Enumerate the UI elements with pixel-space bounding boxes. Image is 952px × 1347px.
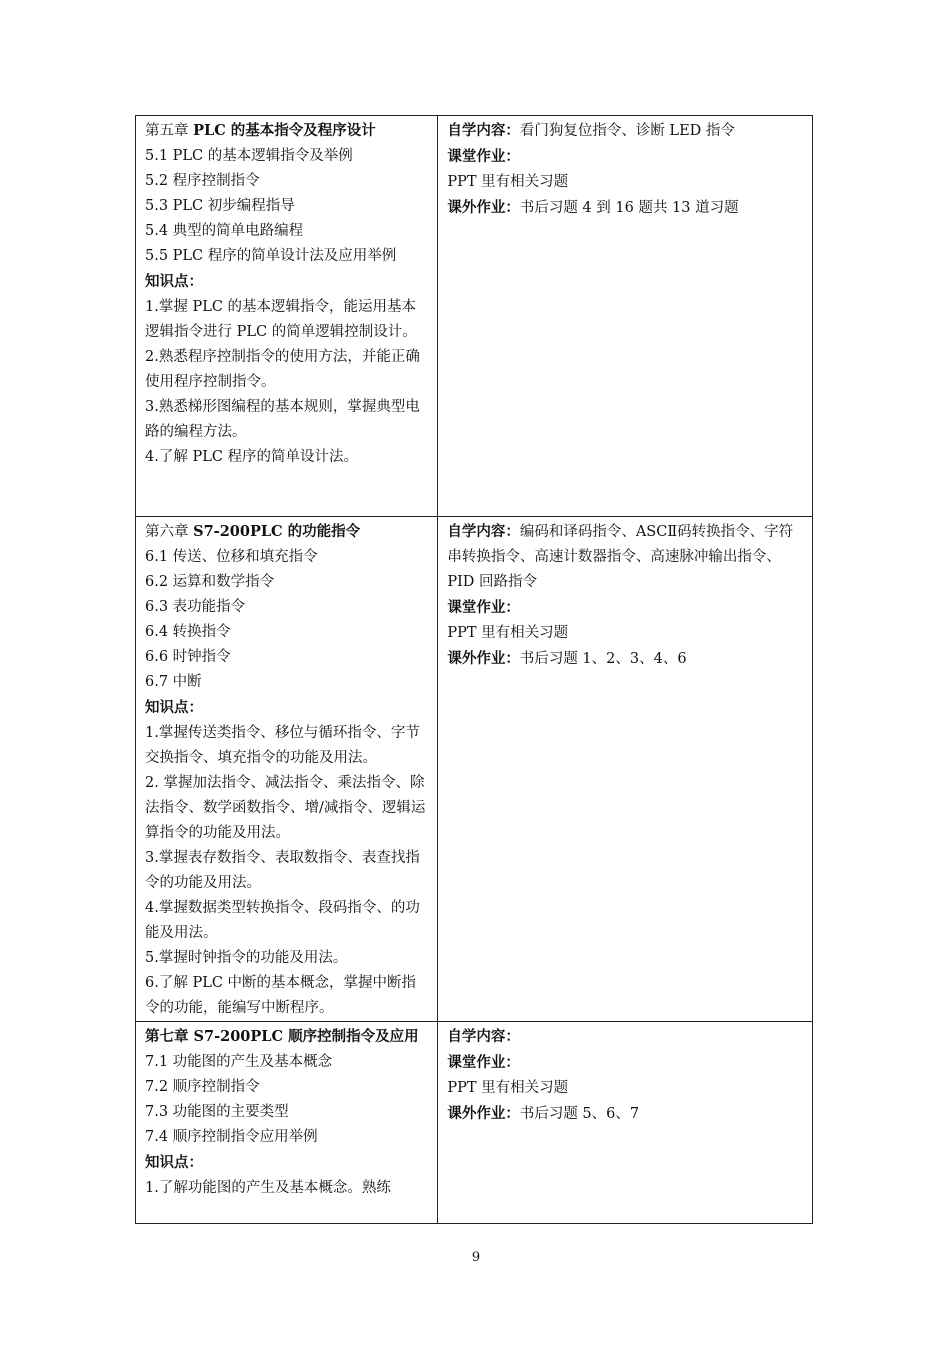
- chapter-content-cell: [136, 116, 438, 517]
- page-number: 9: [471, 1250, 481, 1265]
- table-row-chapter-6: [136, 517, 813, 1022]
- section-item: 7.2 顺序控制指令: [145, 1079, 260, 1095]
- knowledge-point: 1.掌握传送类指令、移位与循环指令、字节交换指令、填充指令的功能及用法。: [145, 725, 420, 766]
- section-item: 5.4 典型的简单电路编程: [145, 223, 304, 239]
- assignment-cell: [438, 517, 813, 1022]
- section-item: 5.2 程序控制指令: [145, 173, 260, 189]
- assignment-cell: [438, 116, 813, 517]
- chapter-heading: 第七章 S7-200PLC 顺序控制指令及应用: [145, 1028, 419, 1045]
- chapter-content-cell: [136, 1022, 438, 1224]
- section-item: 6.2 运算和数学指令: [145, 574, 275, 590]
- classwork-text: PPT 里有相关习题: [447, 1080, 569, 1096]
- section-item: 6.7 中断: [145, 674, 202, 690]
- classwork-label: 课堂作业：: [447, 599, 520, 616]
- section-item: 5.1 PLC 的基本逻辑指令及举例: [145, 148, 353, 164]
- knowledge-point: 3.熟悉梯形图编程的基本规则，掌握典型电路的编程方法。: [145, 399, 420, 440]
- knowledge-point: 5.掌握时钟指令的功能及用法。: [145, 950, 348, 966]
- homework: 课外作业：书后习题 1、2、3、4、6: [447, 650, 687, 667]
- knowledge-label: 知识点：: [145, 273, 203, 290]
- chapter-heading: 第六章 S7-200PLC 的功能指令: [145, 523, 361, 540]
- self-study: 自学内容：看门狗复位指令、诊断 LED 指令: [447, 122, 735, 139]
- table-row-chapter-5: [136, 116, 813, 517]
- table-row-chapter-7: [136, 1022, 813, 1224]
- classwork-text: PPT 里有相关习题: [447, 625, 569, 641]
- knowledge-point: 4.了解 PLC 程序的简单设计法。: [145, 449, 359, 465]
- section-item: 6.3 表功能指令: [145, 599, 246, 615]
- section-item: 7.1 功能图的产生及基本概念: [145, 1054, 333, 1070]
- self-study: 自学内容：: [447, 1028, 520, 1045]
- knowledge-point: 1.掌握 PLC 的基本逻辑指令，能运用基本逻辑指令进行 PLC 的简单逻辑控制设计。: [145, 299, 417, 340]
- knowledge-point: 1.了解功能图的产生及基本概念。熟练: [145, 1180, 391, 1196]
- knowledge-label: 知识点：: [145, 699, 203, 716]
- section-item: 6.1 传送、位移和填充指令: [145, 549, 318, 565]
- knowledge-point: 2. 掌握加法指令、减法指令、乘法指令、除法指令、数学函数指令、增/减指令、逻辑运算指令的功能及用法。: [145, 775, 426, 841]
- homework: 课外作业：书后习题 4 到 16 题共 13 道习题: [447, 199, 739, 216]
- section-item: 6.6 时钟指令: [145, 649, 231, 665]
- classwork-text: PPT 里有相关习题: [447, 174, 569, 190]
- knowledge-label: 知识点：: [145, 1154, 203, 1171]
- section-item: 5.5 PLC 程序的简单设计法及应用举例: [145, 248, 397, 264]
- section-item: 7.3 功能图的主要类型: [145, 1104, 289, 1120]
- syllabus-table: [135, 115, 813, 1224]
- section-item: 5.3 PLC 初步编程指导: [145, 198, 295, 214]
- chapter-heading: 第五章 PLC 的基本指令及程序设计: [145, 122, 376, 139]
- section-item: 6.4 转换指令: [145, 624, 231, 640]
- homework: 课外作业：书后习题 5、6、7: [447, 1105, 640, 1122]
- section-item: 7.4 顺序控制指令应用举例: [145, 1129, 318, 1145]
- knowledge-point: 6.了解 PLC 中断的基本概念，掌握中断指令的功能，能编写中断程序。: [145, 975, 417, 1016]
- self-study: 自学内容：编码和译码指令、ASCⅡ码转换指令、字符串转换指令、高速计数器指令、高速脉冲输出指令、PID 回路指令: [447, 523, 794, 590]
- classwork-label: 课堂作业：: [447, 148, 520, 165]
- classwork-label: 课堂作业：: [447, 1054, 520, 1071]
- assignment-cell: [438, 1022, 813, 1224]
- knowledge-point: 4.掌握数据类型转换指令、段码指令、的功能及用法。: [145, 900, 420, 941]
- knowledge-point: 2.熟悉程序控制指令的使用方法，并能正确使用程序控制指令。: [145, 349, 420, 390]
- knowledge-point: 3.掌握表存数指令、表取数指令、表查找指令的功能及用法。: [145, 850, 420, 891]
- chapter-content-cell: [136, 517, 438, 1022]
